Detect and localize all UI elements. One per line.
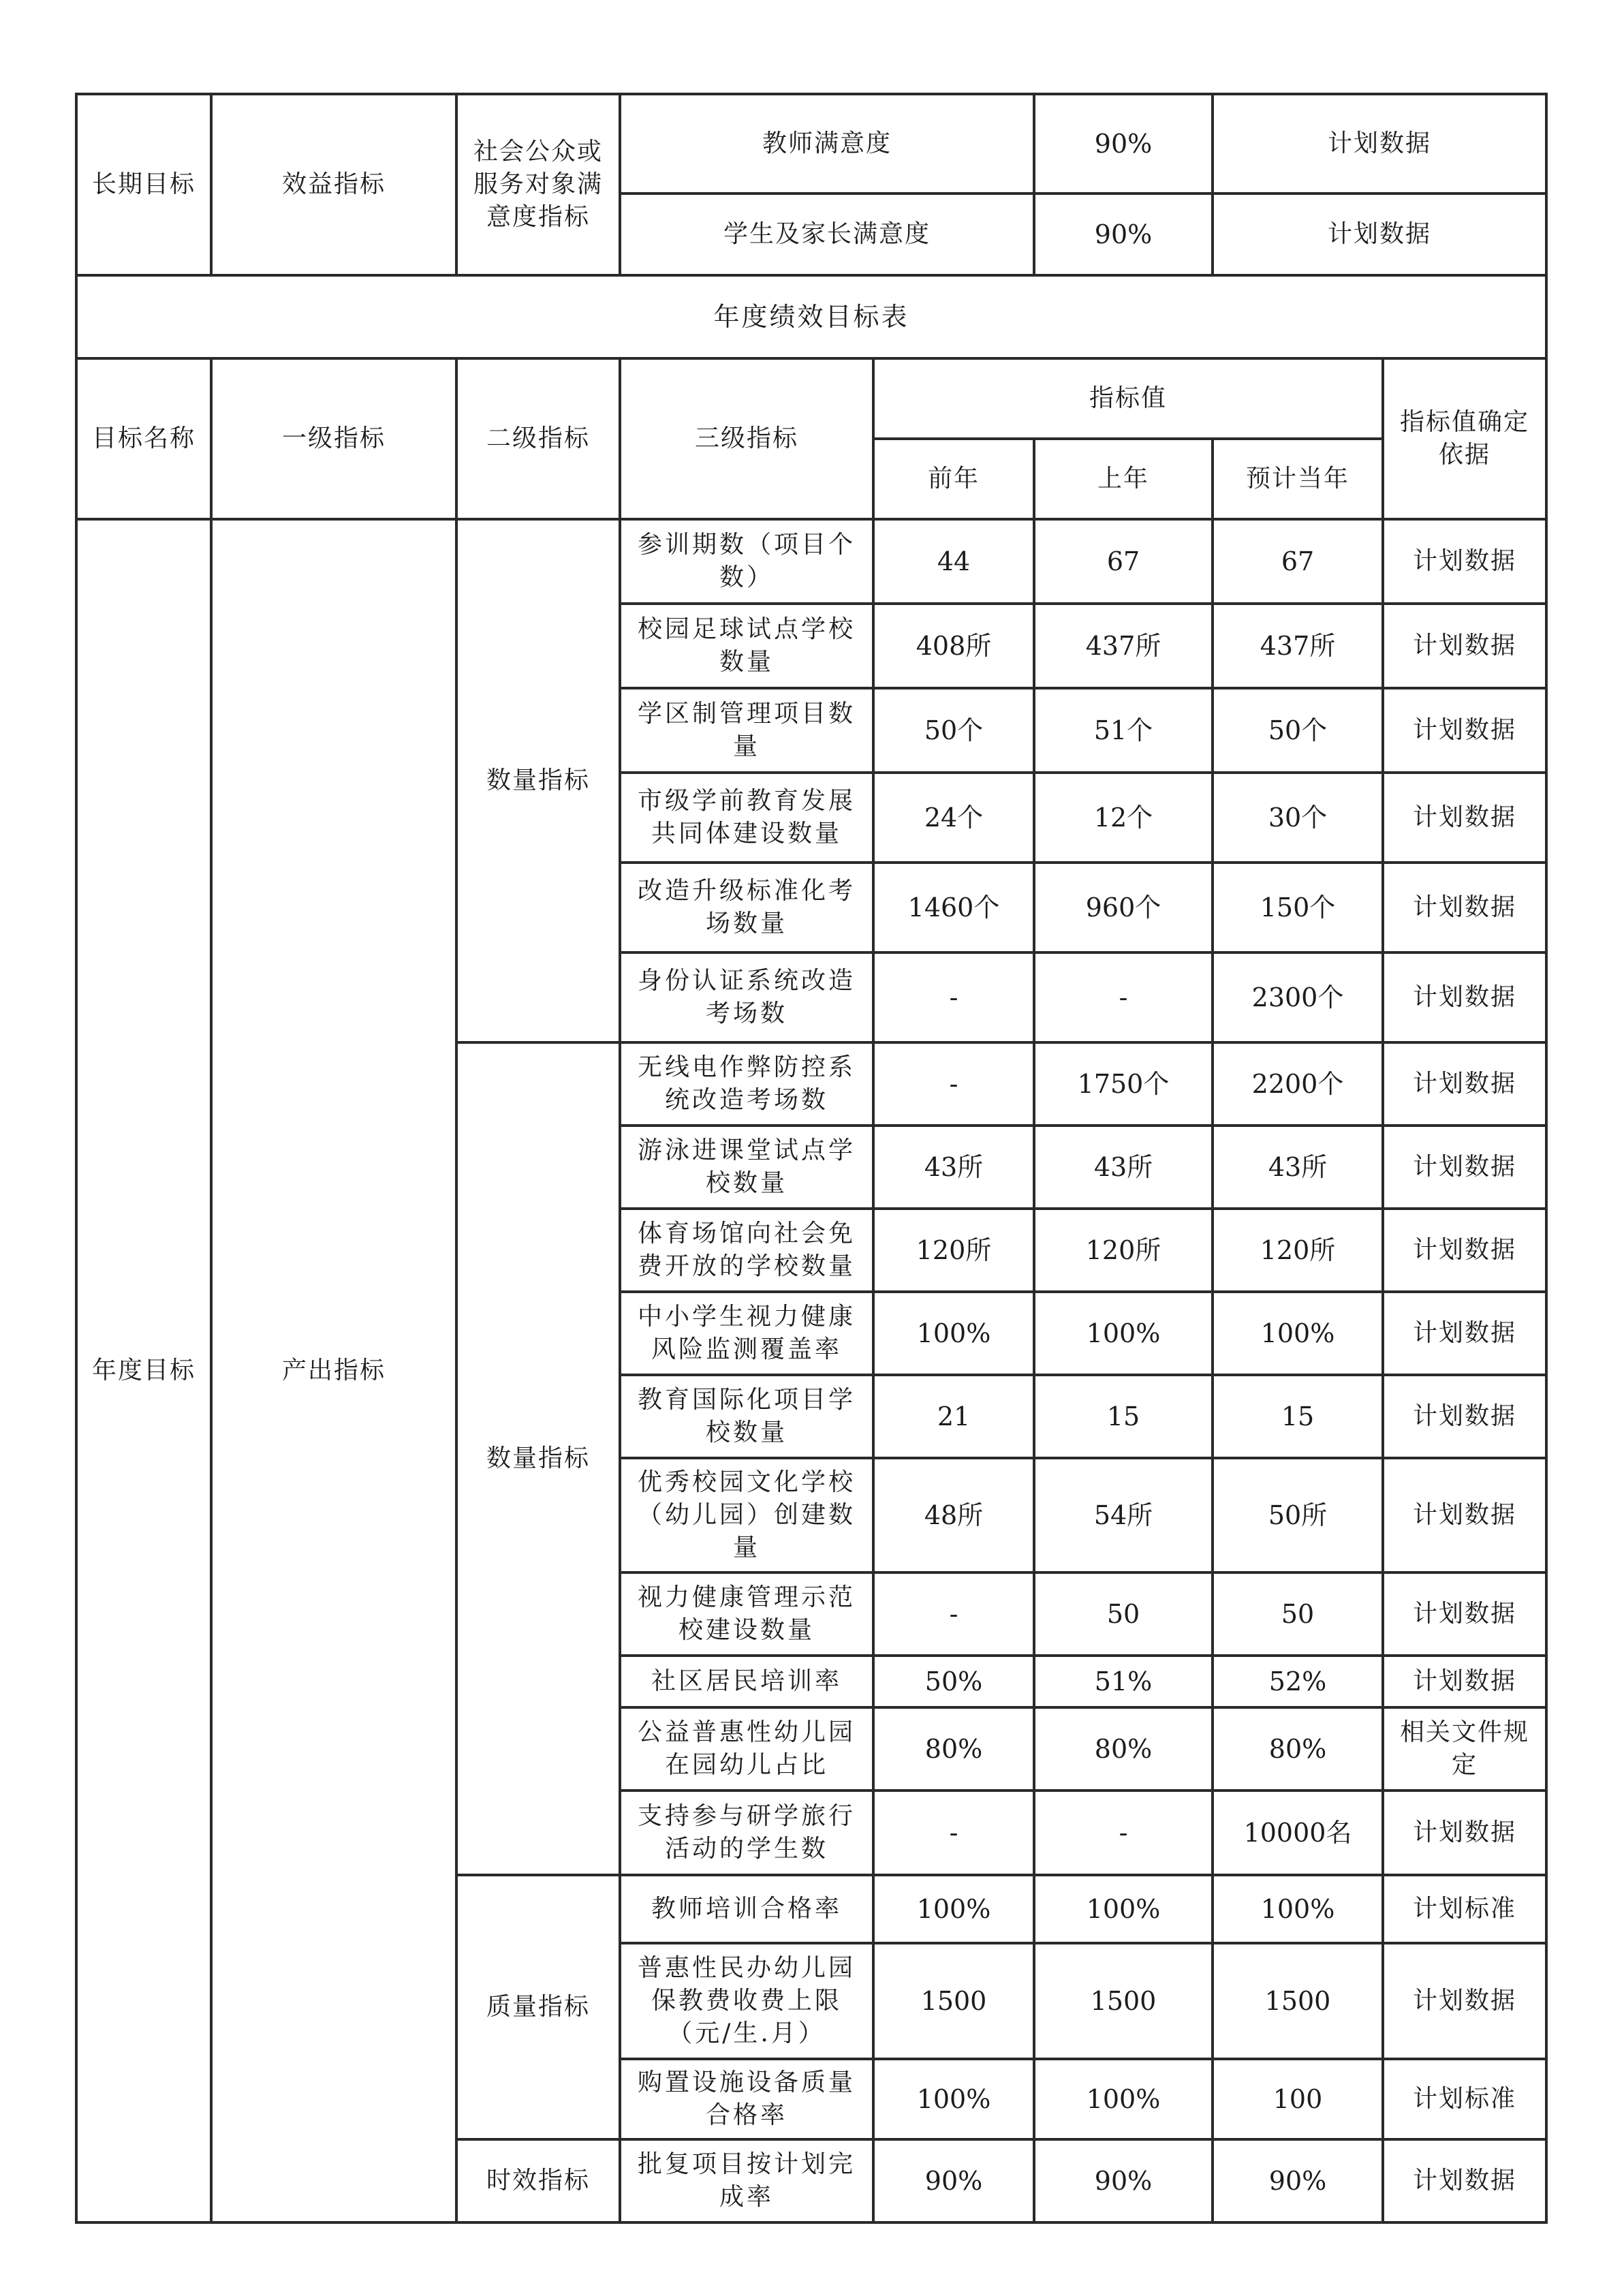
last-year-cell: 54所: [1034, 1458, 1213, 1572]
indicator-cell: 批复项目按计划完成率: [620, 2139, 873, 2222]
long-term-basis: 计划数据: [1213, 94, 1546, 193]
last-year-cell: 51%: [1034, 1656, 1213, 1707]
basis-cell: 计划数据: [1383, 1375, 1546, 1458]
prev-year-cell: 80%: [873, 1707, 1034, 1791]
header-level1: 一级指标: [211, 358, 456, 519]
indicator-cell: 教师培训合格率: [620, 1875, 873, 1943]
indicator-cell: 游泳进课堂试点学校数量: [620, 1126, 873, 1209]
indicator-cell: 校园足球试点学校数量: [620, 604, 873, 688]
header-level3: 三级指标: [620, 358, 873, 519]
header-goal-name: 目标名称: [76, 358, 211, 519]
last-year-cell: 1500: [1034, 1943, 1213, 2059]
prev-year-cell: -: [873, 1791, 1034, 1875]
basis-cell: 计划数据: [1383, 1209, 1546, 1292]
last-year-cell: 100%: [1034, 1875, 1213, 1943]
this-year-cell: 30个: [1213, 773, 1383, 863]
basis-cell: 计划数据: [1383, 2139, 1546, 2222]
indicator-cell: 公益普惠性幼儿园在园幼儿占比: [620, 1707, 873, 1791]
basis-cell: 计划标准: [1383, 2059, 1546, 2139]
level2-group: 时效指标: [456, 2139, 620, 2222]
this-year-cell: 150个: [1213, 863, 1383, 952]
prev-year-cell: 44: [873, 519, 1034, 604]
long-term-level2: 社会公众或服务对象满意度指标: [456, 94, 620, 275]
this-year-cell: 15: [1213, 1375, 1383, 1458]
table-row: [76, 519, 1546, 604]
this-year-cell: 50: [1213, 1572, 1383, 1656]
basis-cell: 计划数据: [1383, 863, 1546, 952]
basis-cell: 计划数据: [1383, 1572, 1546, 1656]
header-last-year: 上年: [1034, 439, 1213, 519]
prev-year-cell: 1500: [873, 1943, 1034, 2059]
this-year-cell: 10000名: [1213, 1791, 1383, 1875]
header-level2: 二级指标: [456, 358, 620, 519]
prev-year-cell: 50%: [873, 1656, 1034, 1707]
prev-year-cell: 1460个: [873, 863, 1034, 952]
this-year-cell: 2200个: [1213, 1042, 1383, 1126]
indicator-cell: 无线电作弊防控系统改造考场数: [620, 1042, 873, 1126]
indicator-cell: 普惠性民办幼儿园保教费收费上限（元/生.月）: [620, 1943, 873, 2059]
last-year-cell: 100%: [1034, 2059, 1213, 2139]
basis-cell: 计划数据: [1383, 519, 1546, 604]
annual-level1: 产出指标: [211, 519, 456, 2222]
long-term-indicator: 学生及家长满意度: [620, 193, 1034, 275]
prev-year-cell: 24个: [873, 773, 1034, 863]
this-year-cell: 2300个: [1213, 952, 1383, 1042]
prev-year-cell: 21: [873, 1375, 1034, 1458]
indicator-cell: 中小学生视力健康风险监测覆盖率: [620, 1292, 873, 1375]
this-year-cell: 100%: [1213, 1875, 1383, 1943]
last-year-cell: -: [1034, 1791, 1213, 1875]
this-year-cell: 43所: [1213, 1126, 1383, 1209]
this-year-cell: 120所: [1213, 1209, 1383, 1292]
last-year-cell: 12个: [1034, 773, 1213, 863]
this-year-cell: 100: [1213, 2059, 1383, 2139]
last-year-cell: 67: [1034, 519, 1213, 604]
last-year-cell: 43所: [1034, 1126, 1213, 1209]
level2-group: 质量指标: [456, 1875, 620, 2139]
this-year-cell: 67: [1213, 519, 1383, 604]
header-basis: 指标值确定依据: [1383, 358, 1546, 519]
indicator-cell: 体育场馆向社会免费开放的学校数量: [620, 1209, 873, 1292]
annual-goal-name: 年度目标: [76, 519, 211, 2222]
this-year-cell: 100%: [1213, 1292, 1383, 1375]
this-year-cell: 437所: [1213, 604, 1383, 688]
basis-cell: 计划数据: [1383, 1126, 1546, 1209]
header-this-year: 预计当年: [1213, 439, 1383, 519]
level2-group: 数量指标: [456, 519, 620, 1042]
indicator-cell: 改造升级标准化考场数量: [620, 863, 873, 952]
last-year-cell: 437所: [1034, 604, 1213, 688]
last-year-cell: 80%: [1034, 1707, 1213, 1791]
prev-year-cell: 50个: [873, 688, 1034, 773]
indicator-cell: 视力健康管理示范校建设数量: [620, 1572, 873, 1656]
last-year-cell: 15: [1034, 1375, 1213, 1458]
this-year-cell: 80%: [1213, 1707, 1383, 1791]
header-value-group: 指标值: [873, 358, 1383, 439]
basis-cell: 计划数据: [1383, 1292, 1546, 1375]
prev-year-cell: 408所: [873, 604, 1034, 688]
indicator-cell: 优秀校园文化学校（幼儿园）创建数量: [620, 1458, 873, 1572]
last-year-cell: 51个: [1034, 688, 1213, 773]
last-year-cell: 50: [1034, 1572, 1213, 1656]
this-year-cell: 90%: [1213, 2139, 1383, 2222]
long-term-basis: 计划数据: [1213, 193, 1546, 275]
prev-year-cell: 100%: [873, 2059, 1034, 2139]
level2-group: 数量指标: [456, 1042, 620, 1875]
basis-cell: 计划数据: [1383, 1042, 1546, 1126]
this-year-cell: 50个: [1213, 688, 1383, 773]
prev-year-cell: 48所: [873, 1458, 1034, 1572]
indicator-cell: 身份认证系统改造考场数: [620, 952, 873, 1042]
indicator-cell: 支持参与研学旅行活动的学生数: [620, 1791, 873, 1875]
basis-cell: 相关文件规定: [1383, 1707, 1546, 1791]
basis-cell: 计划数据: [1383, 773, 1546, 863]
prev-year-cell: 90%: [873, 2139, 1034, 2222]
prev-year-cell: -: [873, 1042, 1034, 1126]
basis-cell: 计划数据: [1383, 604, 1546, 688]
basis-cell: 计划数据: [1383, 1943, 1546, 2059]
long-term-indicator: 教师满意度: [620, 94, 1034, 193]
long-term-level1: 效益指标: [211, 94, 456, 275]
long-term-value: 90%: [1034, 94, 1213, 193]
prev-year-cell: 100%: [873, 1875, 1034, 1943]
this-year-cell: 1500: [1213, 1943, 1383, 2059]
last-year-cell: 120所: [1034, 1209, 1213, 1292]
prev-year-cell: 120所: [873, 1209, 1034, 1292]
prev-year-cell: 100%: [873, 1292, 1034, 1375]
long-term-goal-name: 长期目标: [76, 94, 211, 275]
this-year-cell: 52%: [1213, 1656, 1383, 1707]
indicator-cell: 学区制管理项目数量: [620, 688, 873, 773]
annual-table-title: 年度绩效目标表: [76, 275, 1546, 358]
prev-year-cell: 43所: [873, 1126, 1034, 1209]
last-year-cell: 1750个: [1034, 1042, 1213, 1126]
performance-table: [75, 93, 1548, 2224]
indicator-cell: 社区居民培训率: [620, 1656, 873, 1707]
basis-cell: 计划数据: [1383, 1791, 1546, 1875]
prev-year-cell: -: [873, 1572, 1034, 1656]
indicator-cell: 市级学前教育发展共同体建设数量: [620, 773, 873, 863]
last-year-cell: 960个: [1034, 863, 1213, 952]
basis-cell: 计划数据: [1383, 1656, 1546, 1707]
indicator-cell: 购置设施设备质量合格率: [620, 2059, 873, 2139]
basis-cell: 计划标准: [1383, 1875, 1546, 1943]
long-term-value: 90%: [1034, 193, 1213, 275]
basis-cell: 计划数据: [1383, 952, 1546, 1042]
prev-year-cell: -: [873, 952, 1034, 1042]
basis-cell: 计划数据: [1383, 688, 1546, 773]
last-year-cell: -: [1034, 952, 1213, 1042]
header-prev-year: 前年: [873, 439, 1034, 519]
indicator-cell: 参训期数（项目个数）: [620, 519, 873, 604]
basis-cell: 计划数据: [1383, 1458, 1546, 1572]
indicator-cell: 教育国际化项目学校数量: [620, 1375, 873, 1458]
last-year-cell: 90%: [1034, 2139, 1213, 2222]
this-year-cell: 50所: [1213, 1458, 1383, 1572]
last-year-cell: 100%: [1034, 1292, 1213, 1375]
